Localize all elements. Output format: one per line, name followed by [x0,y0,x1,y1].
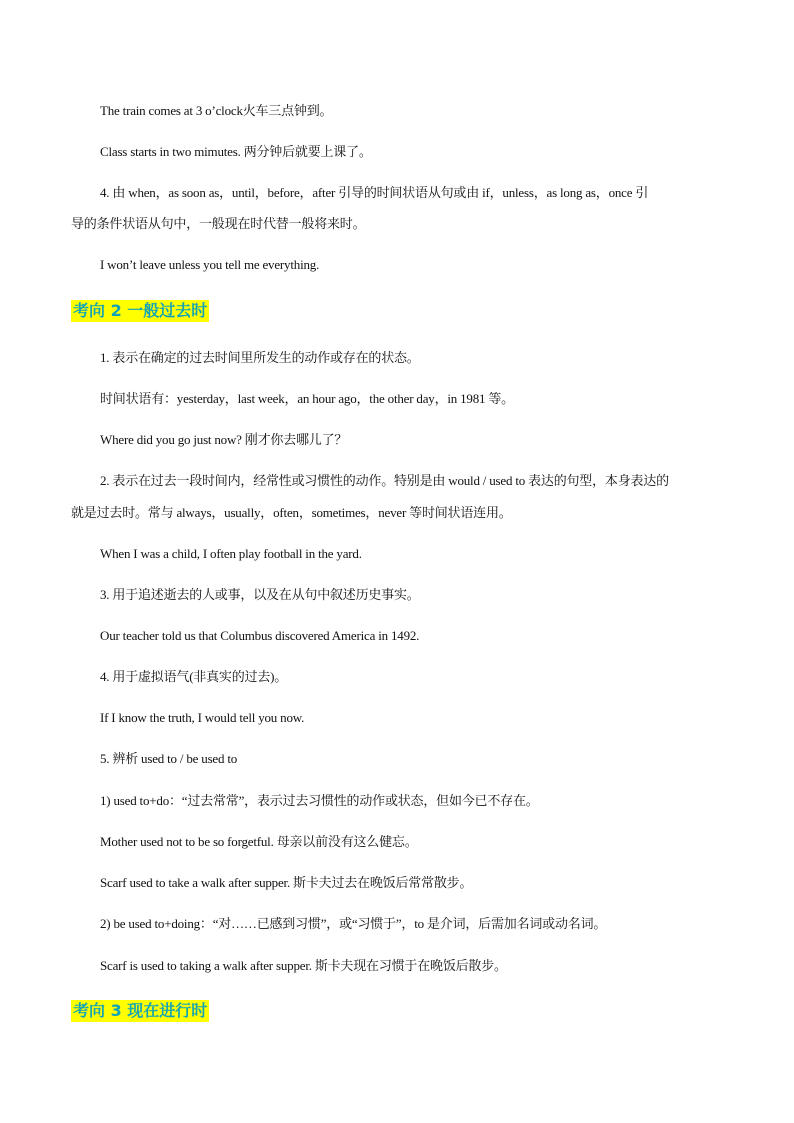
example-sentence: Scarf used to take a walk after supper. 斯卡夫过去在晚饭后常常散步。 [100,875,473,890]
section-heading: 考向 3 现在进行时 [73,1001,208,1020]
rule-paragraph-line: 1. 表示在确定的过去时间里所发生的动作或存在的状态。 [100,350,420,365]
rule-paragraph-line: 4. 由 when，as soon as，until，before，after 引导的时间状语从句或由 if，unless，as long as，once 引 [100,185,649,200]
rule-paragraph-line: 1) used to+do：“过去常常”，表示过去习惯性的动作或状态，但如今已不存在。 [100,793,539,808]
example-sentence: If I know the truth, I would tell you now. [100,710,305,725]
example-sentence: Where did you go just now? 刚才你去哪儿了？ [100,432,348,447]
example-sentence: Our teacher told us that Columbus discovered America in 1492. [100,628,420,643]
rule-paragraph-line: 2. 表示在过去一段时间内，经常性或习惯性的动作。特别是由 would / used to 表达的句型，本身表达的 [100,473,669,488]
example-sentence: Mother used not to be so forgetful. 母亲以前没有这么健忘。 [100,834,418,849]
example-sentence: Scarf is used to taking a walk after supper. 斯卡夫现在习惯于在晚饭后散步。 [100,958,507,973]
example-sentence: Class starts in two mimutes. 两分钟后就要上课了。 [100,144,372,159]
example-sentence: I won’t leave unless you tell me everything. [100,257,320,272]
rule-paragraph-line: 就是过去时。常与 always，usually，often，sometimes，never 等时间状语连用。 [71,505,512,520]
example-sentence: The train comes at 3 o’clock火车三点钟到。 [100,103,333,118]
rule-paragraph-line: 4. 用于虚拟语气(非真实的过去)。 [100,669,288,684]
section-heading: 考向 2 一般过去时 [73,301,208,320]
rule-paragraph-line: 导的条件状语从句中，一般现在时代替一般将来时。 [71,216,366,231]
rule-paragraph-line: 3. 用于追述逝去的人或事，以及在从句中叙述历史事实。 [100,587,420,602]
example-sentence: When I was a child, I often play football in the yard. [100,546,362,561]
rule-paragraph-line: 5. 辨析 used to / be used to [100,751,238,766]
rule-paragraph-line: 时间状语有：yesterday，last week，an hour ago，the other day，in 1981 等。 [100,391,514,406]
rule-paragraph-line: 2) be used to+doing：“对……已感到习惯”，或“习惯于”，to 是介词，后需加名词或动名词。 [100,916,607,931]
